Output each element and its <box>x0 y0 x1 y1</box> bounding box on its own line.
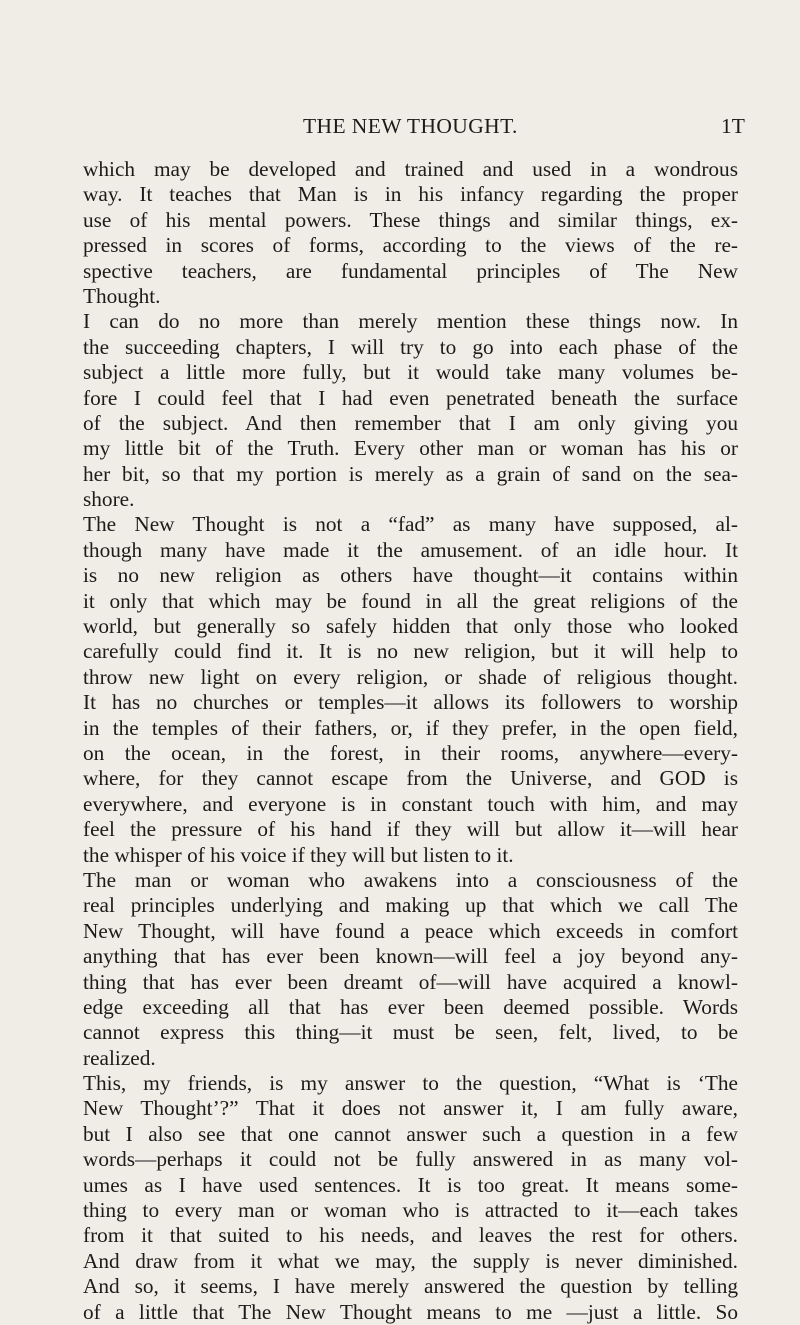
running-head <box>0 114 800 144</box>
text-line: where, for they cannot escape from the Universe, and GOD is <box>83 766 738 791</box>
text-line: This, my friends, is my answer to the question, “What is ‘The <box>83 1071 738 1096</box>
text-line: The man or woman who awakens into a consciousness of the <box>83 867 738 892</box>
text-line: it only that which may be found in all the great religions of the <box>83 588 738 613</box>
text-line: edge exceeding all that has ever been deemed possible. Words <box>83 994 738 1019</box>
text-line: my little bit of the Truth. Every other man or woman has his or <box>83 436 738 461</box>
text-line: realized. <box>83 1045 156 1070</box>
text-line: thing to every man or woman who is attracted to it—each takes <box>83 1198 738 1223</box>
text-line: of a little that The New Thought means to me —just a little. So <box>83 1299 738 1324</box>
text-line: subject a little more fully, but it would take many volumes be- <box>83 360 738 385</box>
text-line: carefully could find it. It is no new religion, but it will help to <box>83 639 738 664</box>
text-line: everywhere, and everyone is in constant touch with him, and may <box>83 791 738 816</box>
text-line: Thought. <box>83 283 161 308</box>
text-line: on the ocean, in the forest, in their rooms, anywhere—every- <box>83 740 738 765</box>
page-number: 1T <box>721 114 745 138</box>
text-line: It has no churches or temples—it allows its followers to worship <box>83 690 738 715</box>
text-line: is no new religion as others have thought—it contains within <box>83 563 738 588</box>
text-line: from it that suited to his needs, and leaves the rest for others. <box>83 1223 738 1248</box>
text-line: words—perhaps it could not be fully answered in as many vol- <box>83 1147 738 1172</box>
text-line: fore I could feel that I had even penetrated beneath the surface <box>83 385 738 410</box>
text-line: throw new light on every religion, or shade of religious thought. <box>83 664 738 689</box>
running-title: THE NEW THOUGHT. <box>303 114 518 138</box>
text-line: The New Thought is not a “fad” as many have supposed, al- <box>83 512 738 537</box>
text-line: way. It teaches that Man is in his infancy regarding the proper <box>83 182 738 207</box>
text-line: anything that has ever been known—will feel a joy beyond any- <box>83 944 738 969</box>
text-line: which may be developed and trained and used in a wondrous <box>83 157 738 181</box>
text-line: real principles underlying and making up that which we call The <box>83 893 738 918</box>
text-line: though many have made it the amusement. of an idle hour. It <box>83 537 738 562</box>
text-line: New Thought, will have found a peace which exceeds in comfort <box>83 918 738 943</box>
text-line: umes as I have used sentences. It is too great. It means some- <box>83 1172 738 1197</box>
text-line: And draw from it what we may, the supply is never diminished. <box>83 1248 738 1273</box>
text-line: use of his mental powers. These things and similar things, ex- <box>83 207 738 232</box>
text-line: New Thought’?” That it does not answer it, I am fully aware, <box>83 1096 738 1121</box>
text-line: And so, it seems, I have merely answered the question by telling <box>83 1274 738 1299</box>
text-line: feel the pressure of his hand if they will but allow it—will hear <box>83 817 738 842</box>
text-line: the succeeding chapters, I will try to go into each phase of the <box>83 334 738 359</box>
text-line: of the subject. And then remember that I am only giving you <box>83 410 738 435</box>
text-line: but I also see that one cannot answer such a question in a few <box>83 1121 738 1146</box>
text-line: in the temples of their fathers, or, if they prefer, in the open field, <box>83 715 738 740</box>
text-line: the whisper of his voice if they will but listen to it. <box>83 842 514 867</box>
text-line: thing that has ever been dreamt of—will have acquired a knowl- <box>83 969 738 994</box>
text-line: shore. <box>83 487 135 512</box>
body-text <box>83 157 738 1325</box>
text-line: spective teachers, are fundamental principles of The New <box>83 258 738 283</box>
text-line: world, but generally so safely hidden that only those who looked <box>83 614 738 639</box>
text-line: her bit, so that my portion is merely as a grain of sand on the sea- <box>83 461 738 486</box>
text-line: pressed in scores of forms, according to the views of the re- <box>83 233 738 258</box>
text-line: I can do no more than merely mention these things now. In <box>83 309 738 334</box>
text-line: cannot express this thing—it must be seen, felt, lived, to be <box>83 1020 738 1045</box>
